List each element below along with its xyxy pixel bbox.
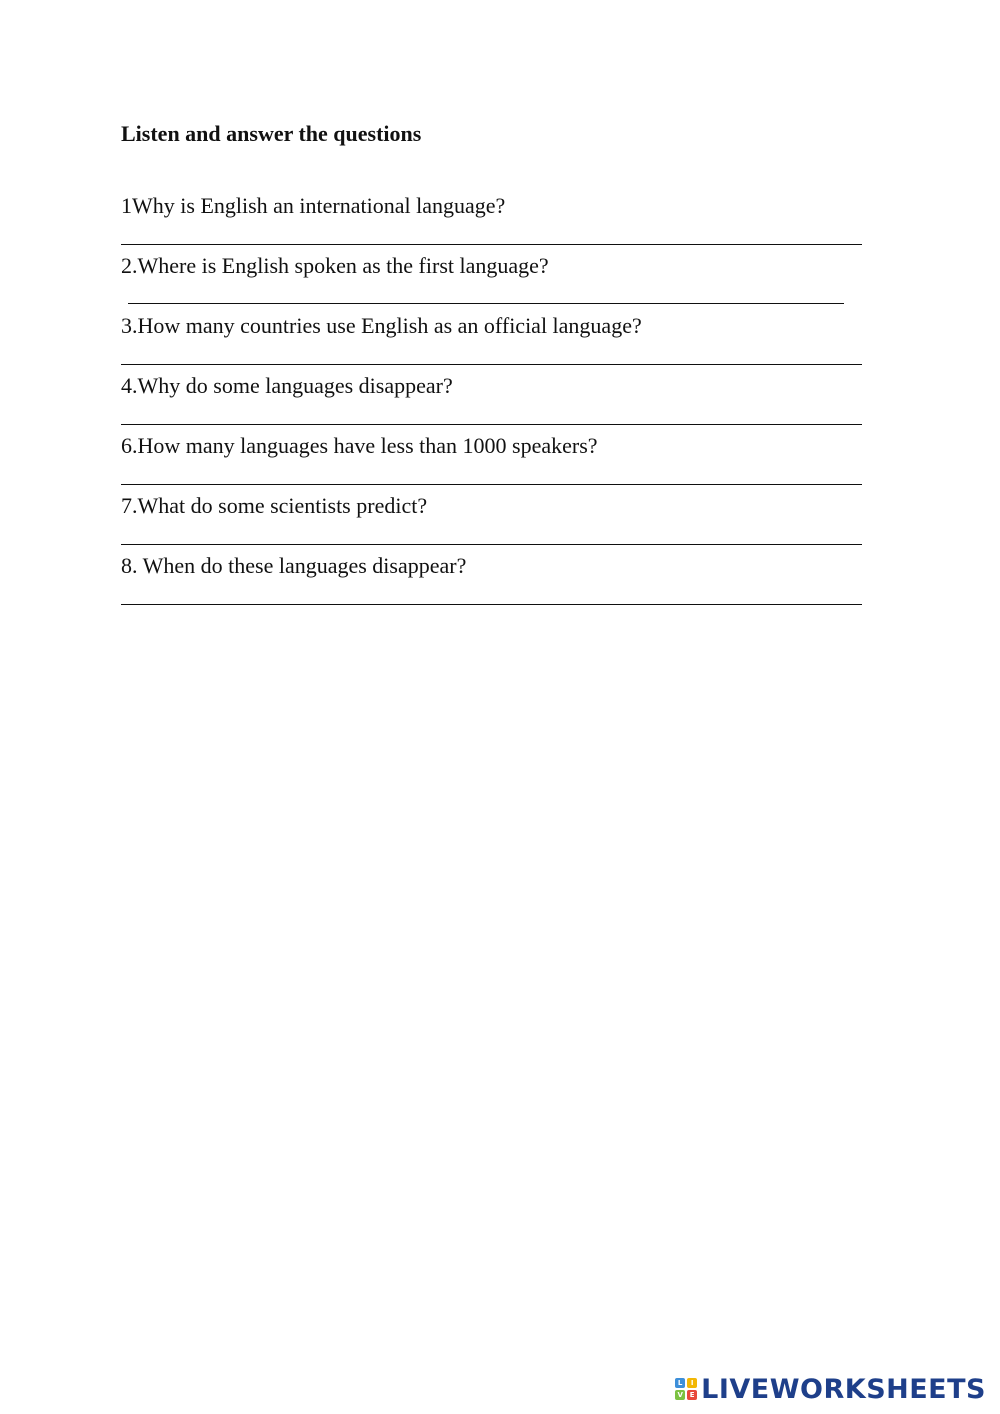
logo-tile-e: E bbox=[687, 1390, 697, 1400]
liveworksheets-wordmark: LIVEWORKSHEETS bbox=[701, 1373, 986, 1405]
answer-line-7[interactable] bbox=[121, 544, 862, 545]
answer-line-4[interactable] bbox=[121, 424, 862, 425]
answer-line-2[interactable] bbox=[128, 303, 844, 304]
question-2: 2.Where is English spoken as the first language? bbox=[121, 253, 549, 278]
logo-tile-l: L bbox=[675, 1378, 685, 1388]
question-7: 7.What do some scientists predict? bbox=[121, 493, 428, 518]
answer-line-8[interactable] bbox=[121, 604, 862, 605]
liveworksheets-logo-icon bbox=[675, 1378, 697, 1400]
worksheet-title: Listen and answer the questions bbox=[121, 121, 422, 146]
question-6: 6.How many languages have less than 1000 speakers? bbox=[121, 433, 598, 458]
logo-tile-v: V bbox=[675, 1390, 685, 1400]
question-4: 4.Why do some languages disappear? bbox=[121, 373, 453, 398]
answer-line-3[interactable] bbox=[121, 364, 862, 365]
answer-line-6[interactable] bbox=[121, 484, 862, 485]
question-8: 8. When do these languages disappear? bbox=[121, 553, 467, 578]
logo-tile-i: I bbox=[687, 1378, 697, 1388]
liveworksheets-brand bbox=[675, 1372, 986, 1406]
question-3: 3.How many countries use English as an official language? bbox=[121, 313, 642, 338]
answer-line-1[interactable] bbox=[121, 244, 862, 245]
question-1: 1Why is English an international language? bbox=[121, 193, 506, 218]
